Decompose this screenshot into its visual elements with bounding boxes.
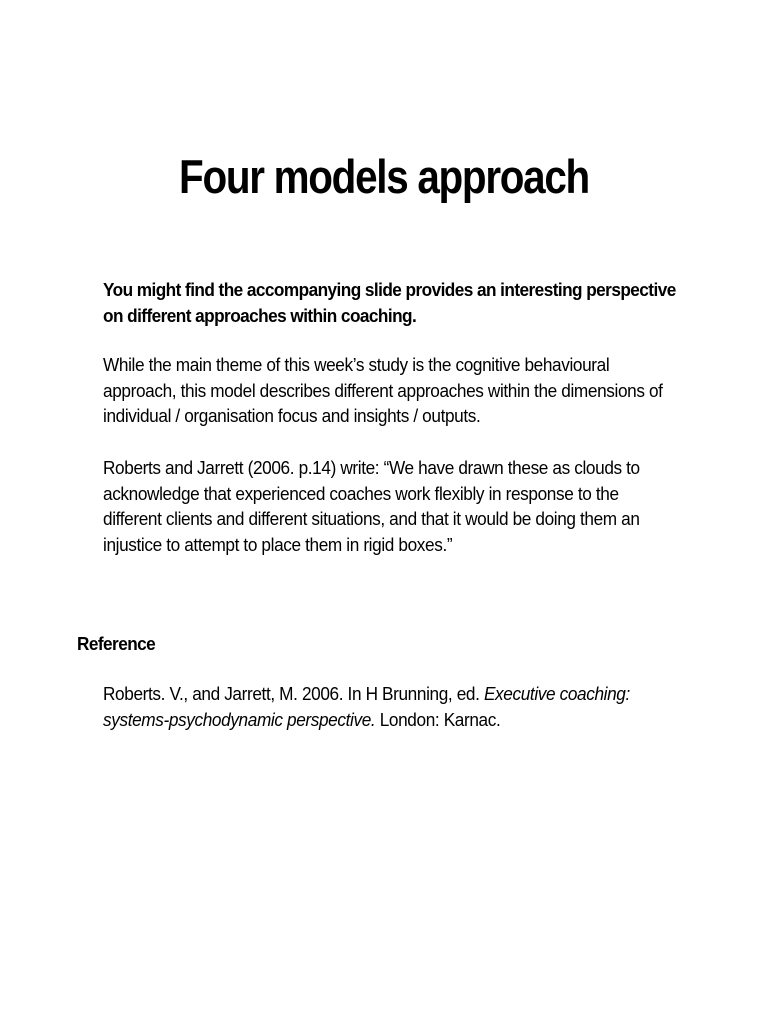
reference-citation — [103, 681, 680, 732]
reference-heading: Reference — [77, 633, 156, 654]
page-title: Four models approach — [179, 150, 589, 203]
body-paragraph-1: While the main theme of this week’s study is the cognitive behavioural approach, this model describes different approaches within the dimensions of individual / organisation focus and insights / outputs. — [103, 354, 663, 426]
reference-publisher: London: Karnac. — [375, 708, 501, 730]
reference-authors: Roberts. V., and Jarrett, M. 2006. In H Brunning, ed. — [103, 683, 484, 704]
body-paragraph-2: Roberts and Jarrett (2006. p.14) write: “We have drawn these as clouds to acknowledge that experienced coaches work flexibly in response to the different clients and different situations, and that it would be doing them an injustice to attempt to place them in rigid boxes.” — [103, 457, 640, 555]
reference-book-title: Executive coaching: systems-psychodynamic perspective. — [103, 683, 630, 730]
intro-paragraph: You might find the accompanying slide provides an interesting perspective on different approaches within coaching. — [103, 279, 676, 326]
